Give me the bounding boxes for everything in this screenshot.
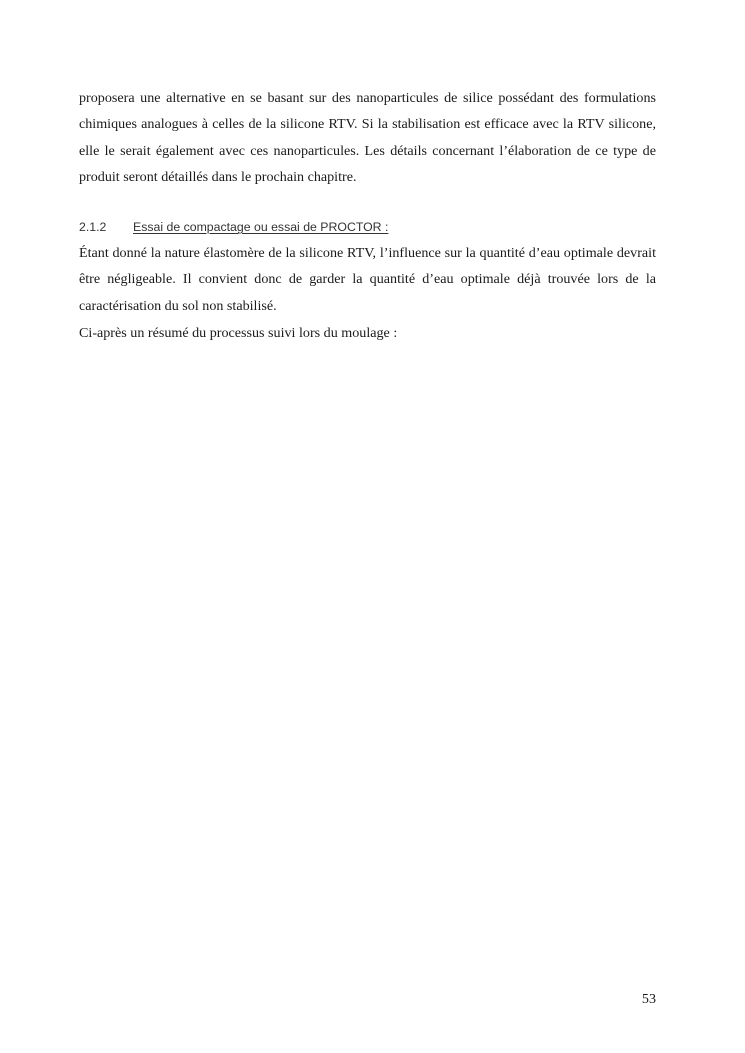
- section-number: 2.1.2: [79, 220, 107, 234]
- section-title: Essai de compactage ou essai de PROCTOR :: [133, 220, 389, 234]
- paragraph-proctor-test: Étant donné la nature élastomère de la silicone RTV, l’influence sur la quantité d’eau optimale devrait être négligeable. Il convient donc de garder la quantité d’eau optimale déjà trouvée lors de la caractérisation du sol non stabilisé.: [79, 245, 656, 314]
- page-number: 53: [641, 991, 656, 1007]
- paragraph-stabilisation-alternative: proposera une alternative en se basant sur des nanoparticules de silice possédant des formulations chimiques analogues à celles de la silicone RTV. Si la stabilisation est efficace avec la RTV silicone, elle le serait également avec ces nanoparticules. Les détails concernant l’élaboration de ce type de produit seront détaillés dans le prochain chapitre.: [79, 90, 656, 185]
- paragraph-moulage-intro: Ci-après un résumé du processus suivi lors du moulage :: [79, 325, 398, 341]
- section-heading: [79, 219, 388, 235]
